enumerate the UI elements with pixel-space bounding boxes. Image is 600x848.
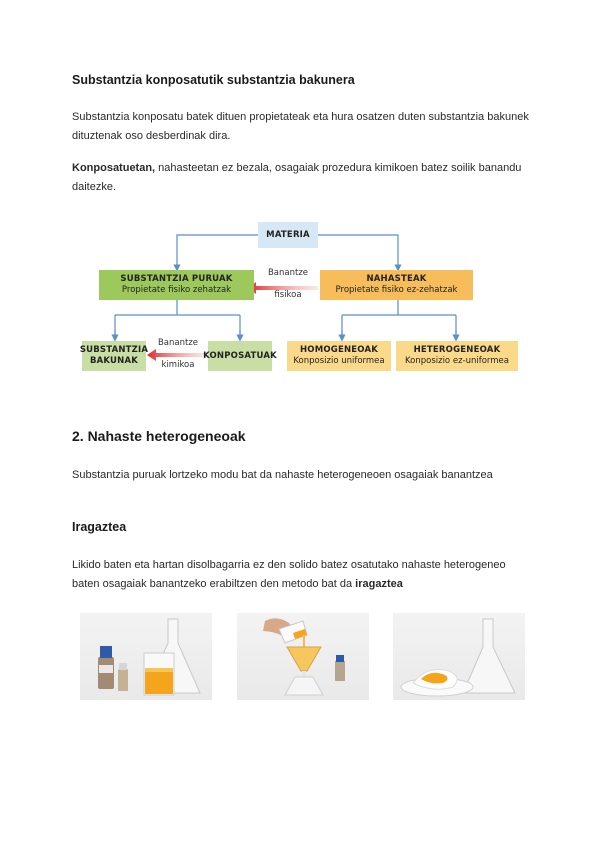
paragraph-substantzia-puruak: Substantzia puruak lortzeko modu bat da nahaste heterogeneoen osagaiak banantzea (72, 469, 493, 481)
substantzia-bakunak-line1: SUBSTANTZIA (79, 345, 149, 355)
banantze-kimikoa-line1: Banantze (157, 338, 199, 348)
banantze-fisikoa-line1: Banantze (267, 268, 309, 278)
connector-puruak-children (115, 300, 240, 338)
materia-label: MATERIA (266, 229, 310, 240)
substantzia-puruak-box (99, 270, 254, 300)
paragraph-propietateak: Substantzia konposatu batek dituen propietateak eta hura osatzen duten substantzia bakunek dituztenak oso desberdinak dira. (72, 111, 529, 142)
bold-iragaztea: iragaztea (355, 578, 403, 590)
substantzia-bakunak-box (79, 341, 149, 371)
banantze-kimikoa-label (150, 337, 206, 372)
heterogeneoak-label: HETEROGENEOAK (413, 345, 501, 355)
substantzia-puruak-label: SUBSTANTZIA PURUAK (120, 274, 233, 284)
paragraph-konposatuetan (72, 159, 532, 197)
connector-nahasteak-children (342, 300, 456, 338)
nahasteak-box (320, 270, 473, 300)
photo-mixture (80, 613, 212, 700)
text-konposatuetan-rest: nahasteetan ez bezala, osagaiak prozedura kimikoen batez soilik banandu daitezke. (72, 162, 522, 193)
section-title-konposatutik: Substantzia konposatutik substantzia bakunera (72, 73, 355, 87)
substantzia-puruak-sublabel: Propietate fisiko zehatzak (121, 285, 232, 295)
banantze-fisikoa-label (260, 267, 316, 302)
homogeneoak-sublabel: Konposizio uniformea (293, 356, 385, 366)
konposatuak-box (203, 341, 277, 371)
connector-materia-left (177, 235, 258, 268)
paragraph-iragaztea (72, 556, 532, 594)
konposatuak-label: KONPOSATUAK (203, 350, 277, 361)
filter-paper-illustration (393, 613, 525, 700)
section-title-nahaste-heterogeneoak: 2. Nahaste heterogeneoak (72, 428, 246, 444)
banantze-fisikoa-line2: fisikoa (274, 290, 302, 300)
nahasteak-label: NAHASTEAK (366, 274, 427, 284)
materia-diagram (80, 220, 520, 380)
text-iragaztea-rest: Likido baten eta hartan disolbagarria ez den solido batez osatutako nahaste heterogeneo baten osagaiak banantzeko erabiltzen den metodo bat da (72, 559, 506, 590)
photo-pouring (237, 613, 369, 700)
nahasteak-sublabel: Propietate fisiko ez-zehatzak (335, 285, 458, 295)
materia-box (258, 222, 318, 248)
banantze-kimikoa-line2: kimikoa (161, 360, 195, 370)
section-title-iragaztea: Iragaztea (72, 520, 127, 534)
homogeneoak-box (287, 341, 391, 371)
photo-filter-paper (393, 613, 525, 700)
substantzia-bakunak-line2: BAKUNAK (89, 356, 139, 366)
connector-materia-right (318, 235, 398, 268)
mixture-illustration (80, 613, 212, 700)
heterogeneoak-box (396, 341, 518, 371)
bold-konposatuetan: Konposatuetan, (72, 162, 156, 174)
homogeneoak-label: HOMOGENEOAK (299, 345, 379, 355)
pouring-illustration (237, 613, 369, 700)
heterogeneoak-sublabel: Konposizio ez-uniformea (404, 356, 509, 366)
filtration-photos (80, 613, 525, 700)
